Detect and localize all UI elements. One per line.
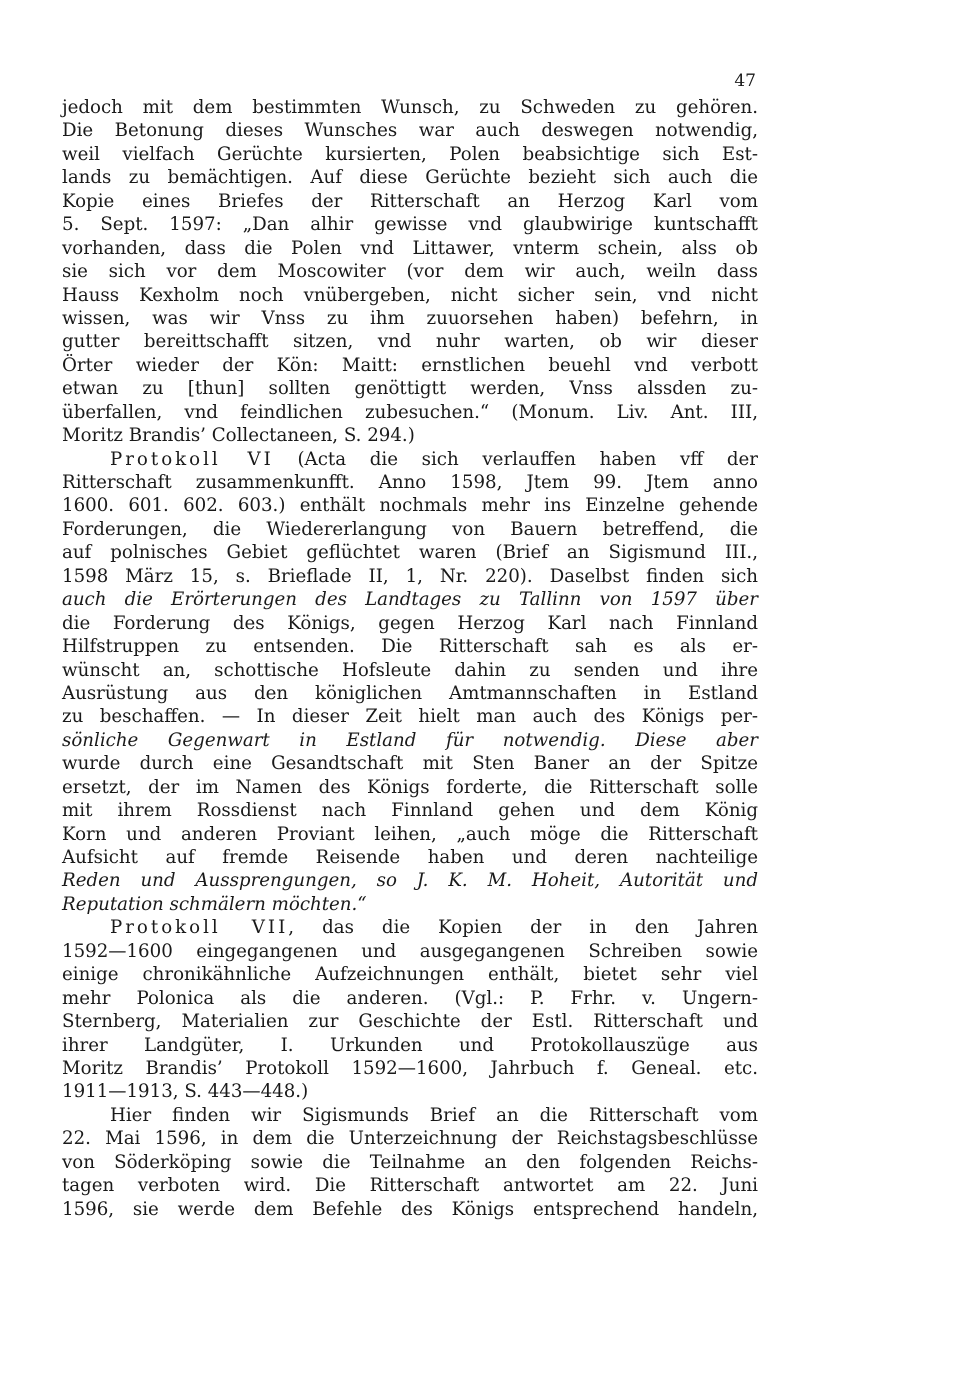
text-line: tagen verboten wird. Die Ritterschaft antwortet am 22. Juni [62, 1175, 758, 1197]
paragraph-4 [62, 1104, 758, 1221]
text-line: weil vielfach Gerüchte kursierten, Polen beabsichtige sich Est- [62, 143, 758, 165]
paragraph-3 [62, 916, 758, 1104]
text-line: Ausrüstung aus den königlichen Amtmannschaften in Estland [62, 682, 758, 704]
text-line: Aufsicht auf fremde Reisende haben und deren nachteilige [62, 847, 758, 868]
text-line: Ritterschaft zusammenkunfft. Anno 1598, Jtem 99. Jtem anno [62, 472, 758, 493]
text-line: Kopie eines Briefes der Ritterschaft an Herzog Karl vom [62, 190, 758, 212]
text-line: einige chronikähnliche Aufzeichnungen enthält, bietet sehr viel [62, 964, 758, 986]
text-line: Sternberg, Materialien zur Geschichte der Estl. Ritterschaft und [62, 1011, 758, 1033]
text-line: wissen, was wir Vnss zu ihm zuuorsehen haben) befehrn, in [62, 307, 758, 329]
text-line: Die Betonung dieses Wunsches war auch deswegen notwendig, [62, 120, 758, 142]
section-lead: Protokoll VII [110, 917, 289, 939]
text-line: zu beschaffen. — In dieser Zeit hielt man auch des Königs per- [62, 706, 758, 728]
text-line: sönliche Gegenwart in Estland für notwendig. Diese aber [62, 729, 758, 751]
text-line: mit ihrem Rossdienst nach Finnland gehen und dem König [62, 800, 758, 822]
page-number: 47 [734, 71, 756, 91]
text-line: die Forderung des Königs, gegen Herzog Karl nach Finnland [62, 612, 758, 634]
text-line: auf polnisches Gebiet geflüchtet waren (Brief an Sigismund III., [62, 542, 758, 564]
text-line: ihrer Landgüter, I. Urkunden und Protokollauszüge aus [62, 1034, 758, 1056]
text-line-first [62, 448, 758, 471]
text-line: sie sich vor dem Moscowiter (vor dem wir auch, weiln dass [62, 261, 758, 283]
text-line: Korn und anderen Proviant leihen, „auch möge die Ritterschaft [62, 823, 758, 845]
text-line: vorhanden, dass die Polen vnd Littawer, vnterm schein, alss ob [62, 237, 758, 259]
text-line: ersetzt, der im Namen des Königs forderte, die Ritterschaft solle [62, 776, 758, 798]
text-line: Hauss Kexholm noch vnübergeben, nicht sicher sein, vnd nicht [62, 284, 758, 306]
text-line: Hilfstruppen zu entsenden. Die Ritterschaft sah es als er- [62, 636, 758, 658]
text-line: gutter bereittschafft sitzen, vnd nuhr warten, ob wir dieser [62, 331, 758, 353]
text-line: lands zu bemächtigen. Auf diese Gerüchte bezieht sich auch die [62, 167, 758, 189]
document-page [62, 70, 758, 1221]
text-line: von Söderköping sowie die Teilnahme an den folgenden Reichs- [62, 1151, 758, 1173]
text-line: 1592—1600 eingegangenen und ausgegangenen Schreiben sowie [62, 940, 758, 962]
text-line: Moritz Brandis’ Protokoll 1592—1600, Jahrbuch f. Geneal. etc. [62, 1057, 758, 1079]
text-line: mehr Polonica als die anderen. (Vgl.: P. Frhr. v. Ungern- [62, 987, 758, 1009]
text-line: wünscht an, schottische Hofsleute dahin zu senden und ihre [62, 659, 758, 681]
text-line: Örter wieder der Kön: Maitt: ernstlichen beuehl vnd verbott [62, 354, 758, 376]
text-line: überfallen, vnd feindlichen zubesuchen.“ (Monum. Liv. Ant. III, [62, 401, 758, 423]
text-line: Moritz Brandis’ Collectaneen, S. 294.) [62, 425, 415, 447]
section-lead: Protokoll VI [110, 448, 274, 470]
text-line: Reputation schmälern möchten.“ [62, 893, 367, 915]
text-line: 1596, sie werde dem Befehle des Königs entsprechend handeln, [62, 1198, 758, 1220]
text-line: Hier finden wir Sigismunds Brief an die Ritterschaft vom [110, 1104, 758, 1126]
text-line: auch die Erörterungen des Landtages zu Tallinn von 1597 über [62, 589, 758, 611]
paragraph-2 [62, 448, 758, 917]
text-line: 22. Mai 1596, in dem die Unterzeichnung der Reichstagsbeschlüsse [62, 1128, 758, 1150]
paragraph-1 [62, 96, 758, 448]
text-line: Forderungen, die Wiedererlangung von Bauern betreffend, die [62, 518, 758, 540]
text-line: jedoch mit dem bestimmten Wunsch, zu Schweden zu gehören. [62, 97, 758, 118]
text-line-rest: (Acta die sich verlauffen haben vff der [273, 448, 758, 470]
text-line-first [62, 916, 758, 939]
text-line: etwan zu [thun] sollten genöttigtt werden, Vnss alssden zu- [62, 378, 758, 400]
text-line: wurde durch eine Gesandtschaft mit Sten Baner an der Spitze [62, 753, 758, 775]
text-line: 1598 März 15, s. Brieflade II, 1, Nr. 220). Daselbst finden sich [62, 565, 758, 587]
text-line: 1600. 601. 602. 603.) enthält nochmals mehr ins Einzelne gehende [62, 495, 758, 517]
text-line-rest: , das die Kopien der in den Jahren [288, 917, 759, 939]
text-line: Reden und Aussprengungen, so J. K. M. Hoheit, Autorität und [62, 870, 758, 892]
text-line: 5. Sept. 1597: „Dan alhir gewisse vnd glaubwirige kuntschafft [62, 214, 758, 236]
text-line: 1911—1913, S. 443—448.) [62, 1081, 309, 1103]
